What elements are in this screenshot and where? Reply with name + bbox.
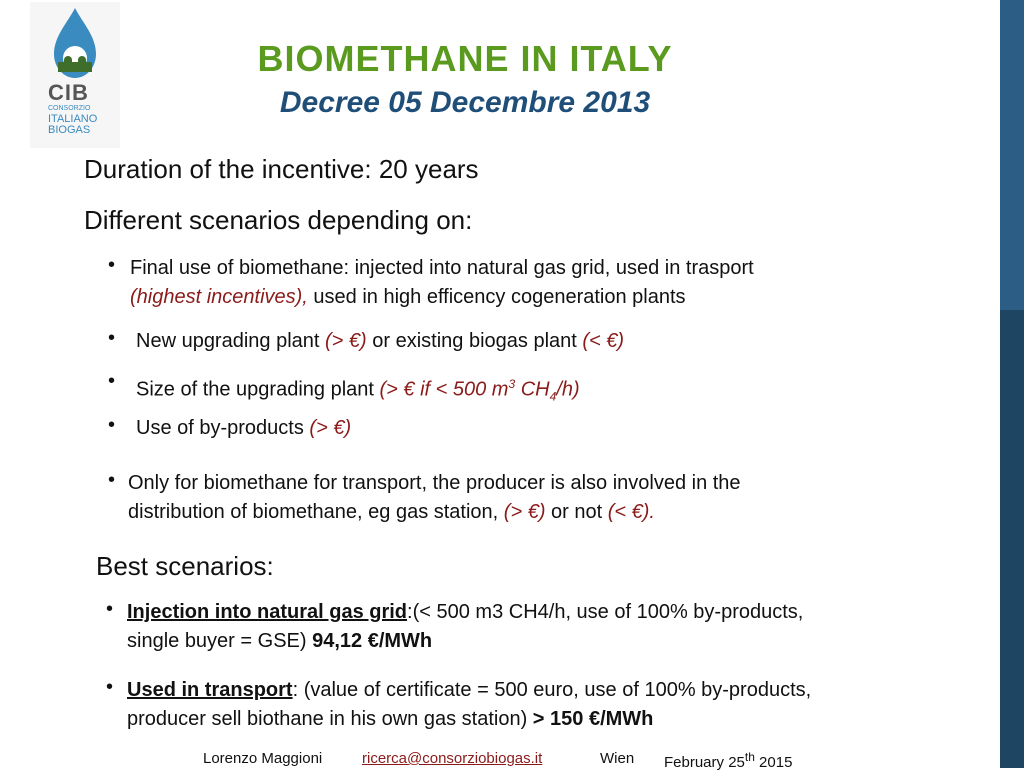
best2-line2a: producer sell biothane in his own gas station) — [127, 708, 533, 730]
best1-heading: Injection into natural gas grid — [127, 601, 408, 623]
best2-heading: Used in transport — [127, 679, 293, 701]
b2-text-b: (> €) — [325, 330, 367, 352]
bullet-byproducts — [136, 414, 351, 443]
bullet-transport — [128, 469, 908, 527]
slide-subtitle: Decree 05 Decembre 2013 — [279, 86, 651, 119]
logo-abbr: CIB — [48, 80, 89, 105]
bullet-new-plant — [136, 327, 624, 356]
logo-line-1: CONSORZIO — [48, 105, 91, 112]
final-use-text: Final use of biomethane: injected into natural gas grid, used in trasport — [130, 257, 754, 279]
best1-price: 94,12 €/MWh — [312, 630, 433, 652]
bullet-icon: • — [108, 327, 116, 349]
footer-email-link[interactable]: ricerca@consorziobiogas.it — [362, 750, 543, 767]
b3-text-c: CH — [515, 378, 550, 401]
footer-city: Wien — [600, 750, 635, 767]
b5-line-2c: or not — [545, 501, 608, 523]
footer-date-sup: th — [744, 750, 755, 764]
b2-text-a: New upgrading plant — [136, 330, 326, 352]
bullet-icon: • — [106, 676, 114, 698]
best-scenarios-heading: Best scenarios: — [96, 551, 274, 581]
bullet-icon: • — [108, 370, 116, 392]
b2-text-c: or existing biogas plant — [366, 330, 583, 352]
sidebar-accent — [1000, 0, 1024, 310]
b3-sub: 4 — [549, 389, 557, 404]
scenarios-heading: Different scenarios depending on: — [84, 205, 473, 235]
bullet-icon: • — [106, 598, 114, 620]
logo-line-3: BIOGAS — [48, 124, 91, 136]
bullet-size — [136, 370, 580, 412]
b3-sup: 3 — [508, 377, 516, 391]
b3-text-b: (> € if < 500 m — [379, 378, 509, 401]
duration-text: Duration of the incentive: 20 years — [84, 154, 479, 184]
b4-text-a: Use of by-products — [136, 417, 310, 439]
b5-line-2a: distribution of biomethane, eg gas station, — [128, 501, 504, 523]
best-transport — [127, 676, 977, 734]
footer-email-wrap — [362, 750, 542, 767]
footer-author: Lorenzo Maggioni — [203, 750, 323, 767]
bullet-final-use — [130, 254, 910, 312]
b3-text-a: Size of the upgrading plant — [136, 378, 380, 401]
footer-date-a: February 25 — [664, 754, 745, 771]
highest-incentives: (highest incentives), — [130, 286, 308, 308]
bullet-icon: • — [108, 469, 116, 491]
b5-line-2d: (< €). — [607, 501, 655, 523]
bullet-icon: • — [108, 414, 116, 436]
best1-line2a: single buyer = GSE) — [127, 630, 313, 652]
best2-rest: : (value of certificate = 500 euro, use of 100% by-products, — [292, 679, 812, 701]
final-use-rest: used in high efficency cogeneration plants — [307, 286, 686, 308]
b2-text-d: (< €) — [582, 330, 625, 352]
right-sidebar-bar — [1000, 0, 1024, 768]
best1-rest: :(< 500 m3 CH4/h, use of 100% by-products, — [407, 601, 804, 623]
b4-text-b: (> €) — [309, 417, 352, 439]
slide-title: BIOMETHANE IN ITALY — [257, 38, 673, 79]
footer-date-b: 2015 — [754, 754, 793, 771]
best2-price: > 150 €/MWh — [532, 708, 654, 730]
bullet-icon: • — [108, 254, 116, 276]
b5-line-1: Only for biomethane for transport, the producer is also involved in the — [128, 472, 741, 494]
best-injection — [127, 598, 967, 656]
logo-line-2: ITALIANO — [48, 113, 98, 125]
b3-text-d: /h) — [556, 378, 580, 401]
b5-line-2b: (> €) — [503, 501, 546, 523]
